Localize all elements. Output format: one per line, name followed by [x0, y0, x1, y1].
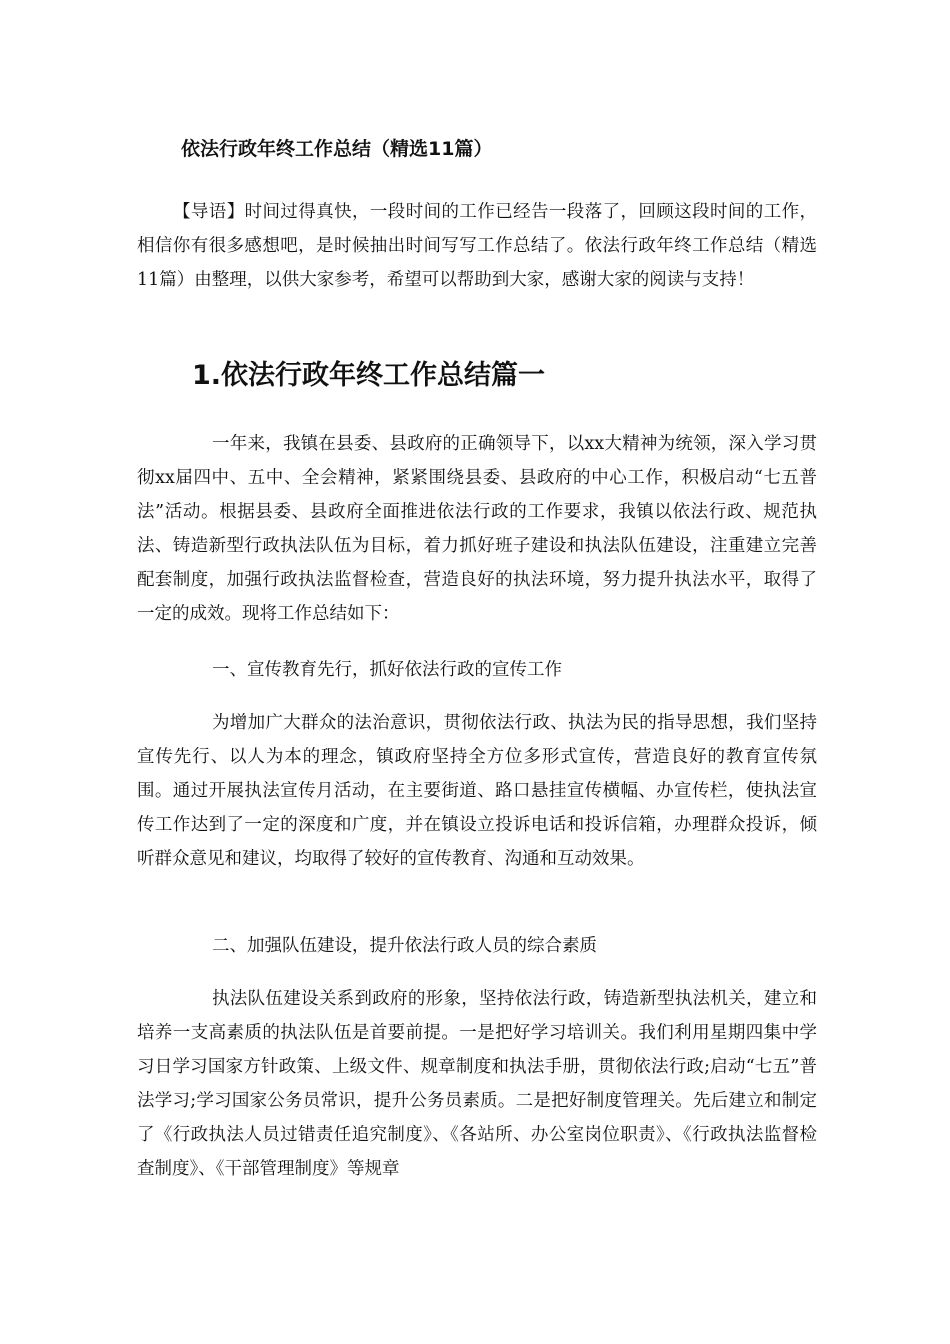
subheading-1: 一、宣传教育先行，抓好依法行政的宣传工作 [212, 660, 562, 680]
intro-paragraph: 【导语】时间过得真快，一段时间的工作已经告一段落了，回顾这段时间的工作，相信你有很多感想吧，是时候抽出时间写写工作总结了。依法行政年终工作总结（精选11篇）由整理，以供大家参考，希望可以帮助到大家，感谢大家的阅读与支持！ [137, 202, 817, 290]
subheading-2: 二、加强队伍建设，提升依法行政人员的综合素质 [212, 936, 597, 956]
document-title: 依法行政年终工作总结（精选11篇） [181, 138, 493, 160]
body-paragraph-1: 一年来，我镇在县委、县政府的正确领导下，以xx大精神为统领，深入学习贯彻xx届四中、五中、全会精神，紧紧围绕县委、县政府的中心工作，积极启动“七五普法”活动。根据县委、县政府全面推进依法行政的工作要求，我镇以依法行政、规范执法、铸造新型行政执法队伍为目标，着力抓好班子建设和执法队伍建设，注重建立完善配套制度，加强行政执法监督检查，营造良好的执法环境，努力提升执法水平，取得了一定的成效。现将工作总结如下： [137, 434, 817, 624]
section-heading: 1.依法行政年终工作总结篇一 [192, 360, 546, 391]
body-paragraph-2: 为增加广大群众的法治意识，贯彻依法行政、执法为民的指导思想，我们坚持宣传先行、以人为本的理念，镇政府坚持全方位多形式宣传，营造良好的教育宣传氛围。通过开展执法宣传月活动，在主要街道、路口悬挂宣传横幅、办宣传栏，使执法宣传工作达到了一定的深度和广度，并在镇设立投诉电话和投诉信箱，办理群众投诉，倾听群众意见和建议，均取得了较好的宣传教育、沟通和互动效果。 [137, 713, 817, 869]
body-paragraph-3: 执法队伍建设关系到政府的形象，坚持依法行政，铸造新型执法机关，建立和培养一支高素质的执法队伍是首要前提。一是把好学习培训关。我们利用星期四集中学习日学习国家方针政策、上级文件、规章制度和执法手册，贯彻依法行政;启动“七五”普法学习;学习国家公务员常识，提升公务员素质。二是把好制度管理关。先后建立和制定了《行政执法人员过错责任追究制度》、《各站所、办公室岗位职责》、《行政执法监督检查制度》、《干部管理制度》等规章 [137, 989, 817, 1179]
